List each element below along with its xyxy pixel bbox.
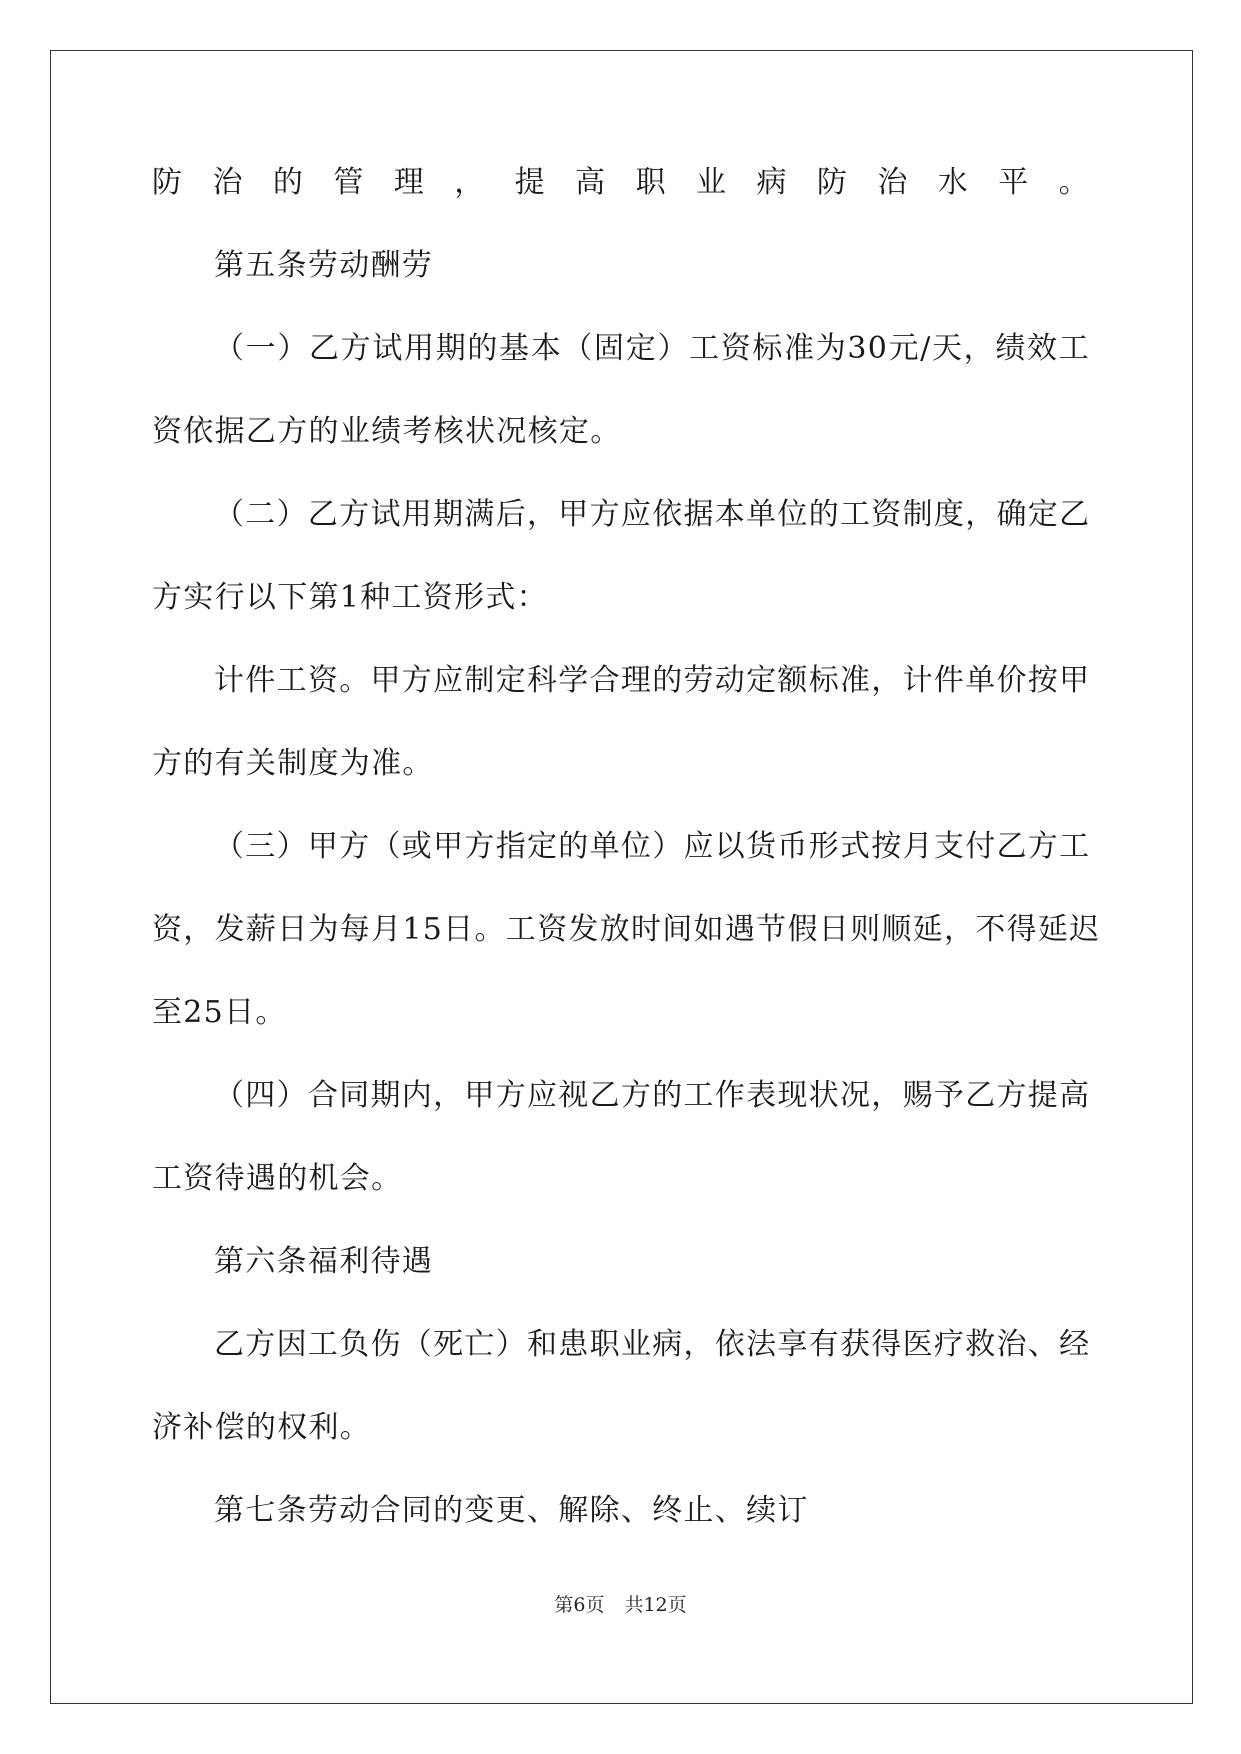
- section-heading: 第五条劳动酬劳: [214, 248, 434, 283]
- text-line: 乙方因工负伤（死亡）和患职业病，依法享有获得医疗救治、经: [214, 1327, 1091, 1362]
- page-total: 共12页: [624, 1594, 687, 1616]
- section-heading: 第六条福利待遇: [214, 1244, 434, 1279]
- text-line: 计件工资。甲方应制定科学合理的劳动定额标准，计件单价按甲: [214, 663, 1091, 698]
- text-line: 济补偿的权利。: [152, 1410, 372, 1445]
- text-line: 防治的管理，提高职业病防治水平。: [152, 165, 1090, 200]
- text-line: 方实行以下第1种工资形式：: [152, 580, 548, 615]
- text-line: 资，发薪日为每月15日。工资发放时间如遇节假日则顺延，不得延迟: [152, 912, 1101, 947]
- text-line: （二）乙方试用期满后，甲方应依据本单位的工资制度，确定乙: [214, 497, 1091, 532]
- page-border: [50, 50, 1193, 1704]
- page-number: 第6页: [554, 1594, 605, 1616]
- text-line: （四）合同期内，甲方应视乙方的工作表现状况，赐予乙方提高: [214, 1078, 1091, 1113]
- text-line: （一）乙方试用期的基本（固定）工资标准为30元/天，绩效工: [214, 331, 1090, 366]
- text-line: 资依据乙方的业绩考核状况核定。: [152, 414, 622, 449]
- text-line: （三）甲方（或甲方指定的单位）应以货币形式按月支付乙方工: [214, 829, 1091, 864]
- text-line: 至25日。: [152, 995, 287, 1030]
- section-heading: 第七条劳动合同的变更、解除、终止、续订: [214, 1493, 809, 1528]
- text-line: 方的有关制度为准。: [152, 746, 434, 781]
- text-line: 工资待遇的机会。: [152, 1161, 403, 1196]
- page-footer: [0, 1590, 1241, 1617]
